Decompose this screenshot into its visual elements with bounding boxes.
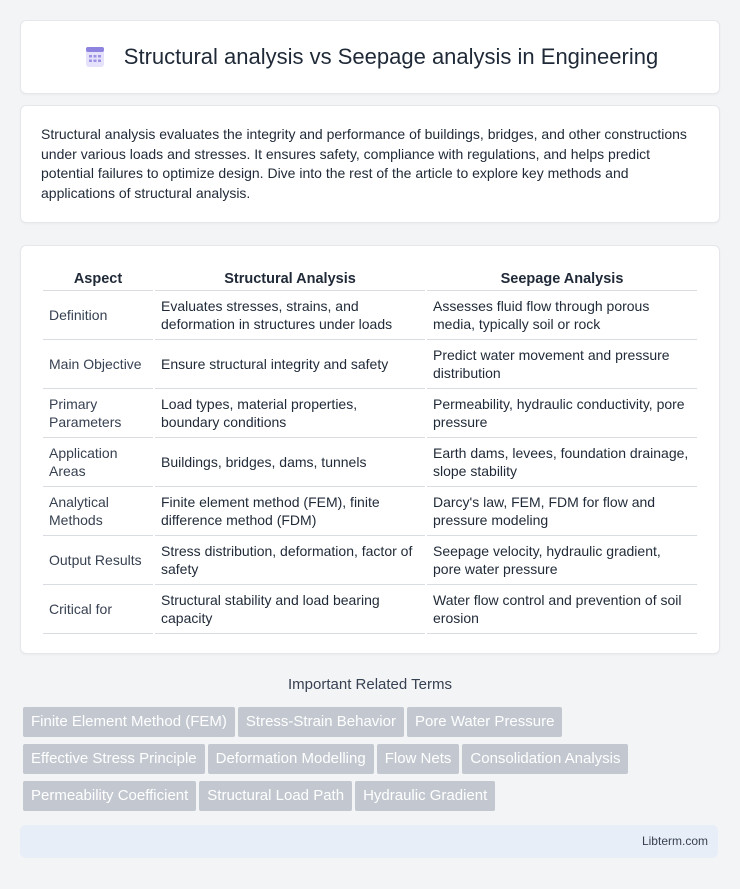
row-seepage: Water flow control and prevention of soil erosion bbox=[427, 585, 697, 634]
row-seepage: Assesses fluid flow through porous media, typically soil or rock bbox=[427, 291, 697, 340]
table-row bbox=[43, 291, 697, 340]
intro-card bbox=[20, 105, 720, 223]
table-row bbox=[43, 585, 697, 634]
table-row bbox=[43, 389, 697, 438]
row-structural: Ensure structural integrity and safety bbox=[155, 340, 425, 389]
row-structural: Evaluates stresses, strains, and deformation in structures under loads bbox=[155, 291, 425, 340]
header-aspect: Aspect bbox=[43, 268, 153, 291]
row-seepage: Earth dams, levees, foundation drainage, slope stability bbox=[427, 438, 697, 487]
row-seepage: Seepage velocity, hydraulic gradient, pore water pressure bbox=[427, 536, 697, 585]
row-aspect: Output Results bbox=[43, 536, 153, 585]
row-structural: Structural stability and load bearing capacity bbox=[155, 585, 425, 634]
row-structural: Buildings, bridges, dams, tunnels bbox=[155, 438, 425, 487]
page-title: Structural analysis vs Seepage analysis in Engineering bbox=[123, 44, 659, 69]
related-term-tag[interactable]: Deformation Modelling bbox=[208, 744, 374, 774]
table-row bbox=[43, 438, 697, 487]
footer bbox=[20, 825, 718, 858]
related-term-tag[interactable]: Hydraulic Gradient bbox=[355, 781, 495, 811]
related-term-tag[interactable]: Permeability Coefficient bbox=[23, 781, 196, 811]
document-grid-icon bbox=[82, 44, 108, 70]
row-aspect: Primary Parameters bbox=[43, 389, 153, 438]
header-seepage: Seepage Analysis bbox=[427, 268, 697, 291]
row-structural: Load types, material properties, boundary conditions bbox=[155, 389, 425, 438]
row-aspect: Analytical Methods bbox=[43, 487, 153, 536]
table-header-row bbox=[43, 268, 697, 291]
related-term-tag[interactable]: Finite Element Method (FEM) bbox=[23, 707, 235, 737]
row-structural: Finite element method (FEM), finite difference method (FDM) bbox=[155, 487, 425, 536]
row-seepage: Permeability, hydraulic conductivity, pore pressure bbox=[427, 389, 697, 438]
header-card bbox=[20, 20, 720, 94]
related-term-tag[interactable]: Consolidation Analysis bbox=[462, 744, 628, 774]
table-row bbox=[43, 340, 697, 389]
related-terms-list bbox=[23, 707, 723, 818]
table-row bbox=[43, 487, 697, 536]
row-aspect: Critical for bbox=[43, 585, 153, 634]
row-aspect: Definition bbox=[43, 291, 153, 340]
row-aspect: Main Objective bbox=[43, 340, 153, 389]
row-seepage: Predict water movement and pressure distribution bbox=[427, 340, 697, 389]
related-terms-title: Important Related Terms bbox=[288, 676, 452, 693]
related-term-tag[interactable]: Structural Load Path bbox=[199, 781, 352, 811]
related-term-tag[interactable]: Flow Nets bbox=[377, 744, 460, 774]
related-term-tag[interactable]: Pore Water Pressure bbox=[407, 707, 563, 737]
comparison-table bbox=[41, 268, 699, 634]
related-term-tag[interactable]: Effective Stress Principle bbox=[23, 744, 205, 774]
comparison-table-card bbox=[20, 245, 720, 654]
row-seepage: Darcy's law, FEM, FDM for flow and pressure modeling bbox=[427, 487, 697, 536]
row-structural: Stress distribution, deformation, factor of safety bbox=[155, 536, 425, 585]
footer-site-link[interactable]: Libterm.com bbox=[641, 834, 708, 848]
intro-text: Structural analysis evaluates the integrity and performance of buildings, bridges, and other constructions under various loads and stresses. It ensures safety, compliance with regulations, and helps predict potential failures to optimize design. Dive into the rest of the article to explore key methods and applications of structural analysis. bbox=[41, 126, 687, 201]
table-row bbox=[43, 536, 697, 585]
row-aspect: Application Areas bbox=[43, 438, 153, 487]
related-term-tag[interactable]: Stress-Strain Behavior bbox=[238, 707, 404, 737]
header-structural: Structural Analysis bbox=[155, 268, 425, 291]
